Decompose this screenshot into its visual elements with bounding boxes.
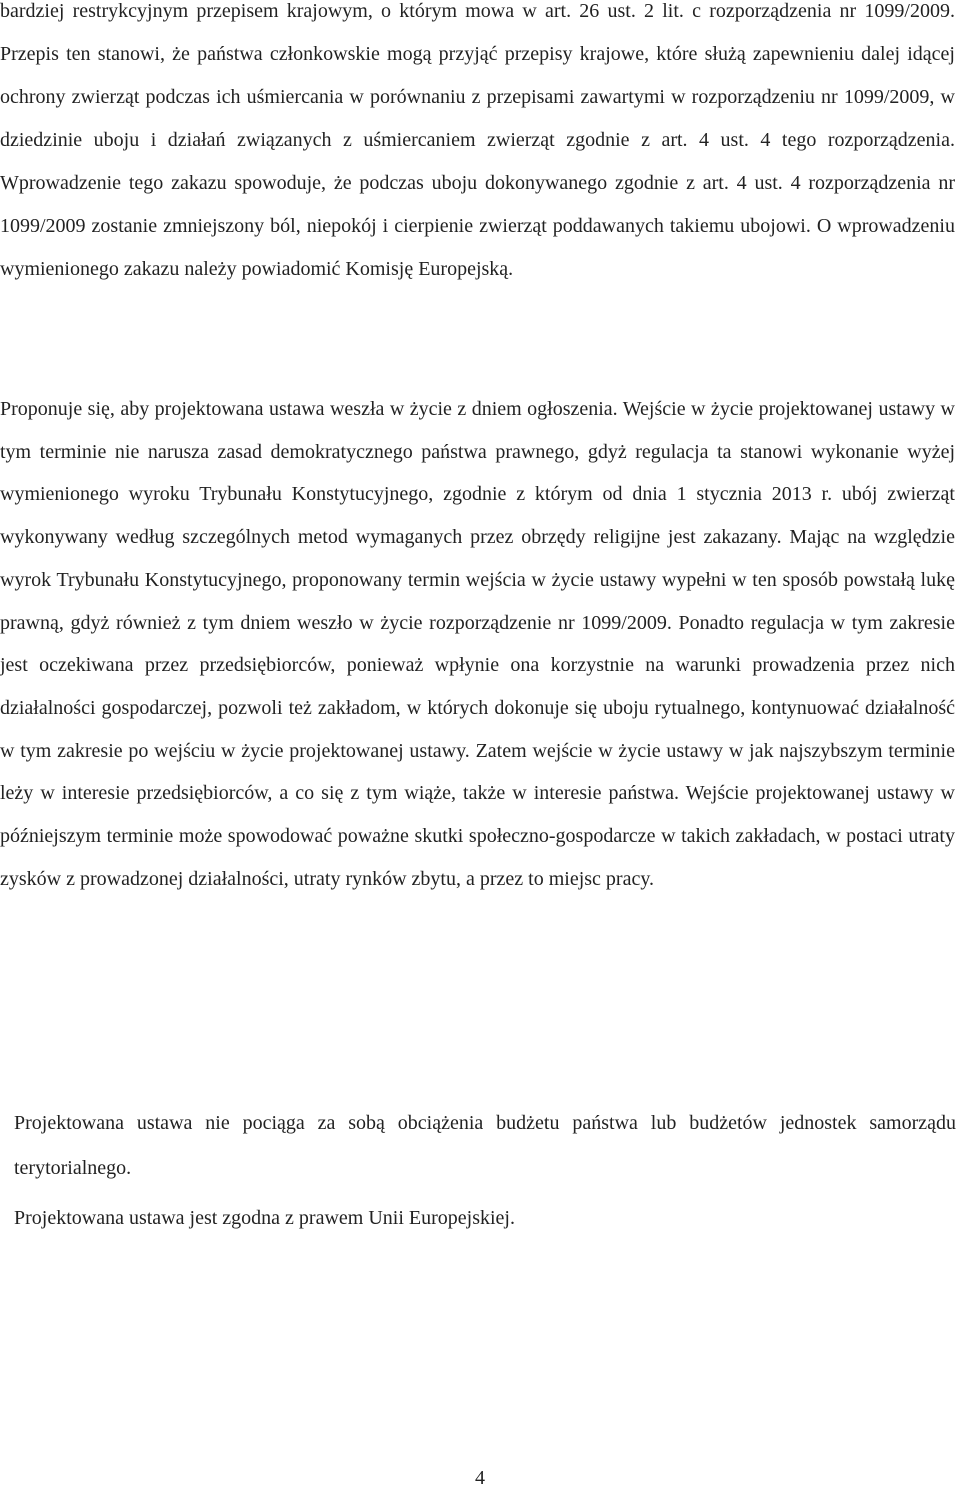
paragraph-eu-compliance: Projektowana ustawa jest zgodna z prawem Unii Europejskiej. xyxy=(14,1207,515,1229)
page-number: 4 xyxy=(475,1467,485,1489)
paragraph-entry-into-force: Proponuje się, aby projektowana ustawa weszła w życie z dniem ogłoszenia. Wejście w życie projektowanej ustawy w tym terminie nie narusza zasad demokratycznego państwa prawnego, gdyż regulacja ta stanowi wykonanie wyżej wymienionego wyroku Trybunału Konstytucyjnego, zgodnie z którym od dnia 1 stycznia 2013 r. ubój zwierząt wykonywany według szczególnych metod wymaganych przez obrzędy religijne jest zakazany. Mając na względzie wyrok Trybunału Konstytucyjnego, proponowany termin wejścia w życie ustawy wypełni w ten sposób powstałą lukę prawną, gdyż również z tym dniem weszło w życie rozporządzenie nr 1099/2009. Ponadto regulacja w tym zakresie jest oczekiwana przez przedsiębiorców, ponieważ wpłynie ona korzystnie na warunki prowadzenia przez nich działalności gospodarczej, pozwoli też zakładom, w których dokonuje się uboju rytualnego, kontynuować działalność w tym zakresie po wejściu w życie projektowanej ustawy. Zatem wejście w życie ustawy w jak najszybszym terminie leży w interesie przedsiębiorców, a co się z tym wiąże, także w interesie państwa. Wejście projektowanej ustawy w późniejszym terminie może spowodować poważne skutki społeczno-gospodarcze w takich zakładach, w postaci utraty zysków z prowadzonej działalności, utraty rynków zbytu, a przez to miejsc pracy. xyxy=(0,398,955,890)
paragraph-budget-impact: Projektowana ustawa nie pociąga za sobą obciążenia budżetu państwa lub budżetów jednostek samorządu terytorialnego. xyxy=(14,1112,956,1179)
paragraph-slaughter-ban: bardziej restrykcyjnym przepisem krajowym, o którym mowa w art. 26 ust. 2 lit. c rozporządzenia nr 1099/2009. Przepis ten stanowi, że państwa członkowskie mogą przyjąć przepisy krajowe, które służą zapewnieniu dalej idącej ochrony zwierząt podczas ich uśmiercania w porównaniu z przepisami zawartymi w rozporządzeniu nr 1099/2009, w dziedzinie uboju i działań związanych z uśmiercaniem zwierząt zgodnie z art. 4 ust. 4 tego rozporządzenia. Wprowadzenie tego zakazu spowoduje, że podczas uboju dokonywanego zgodnie z art. 4 ust. 4 rozporządzenia nr 1099/2009 zostanie zmniejszony ból, niepokój i cierpienie zwierząt poddawanych takiemu ubojowi. O wprowadzeniu wymienionego zakazu należy powiadomić Komisję Europejską. xyxy=(0,0,955,280)
